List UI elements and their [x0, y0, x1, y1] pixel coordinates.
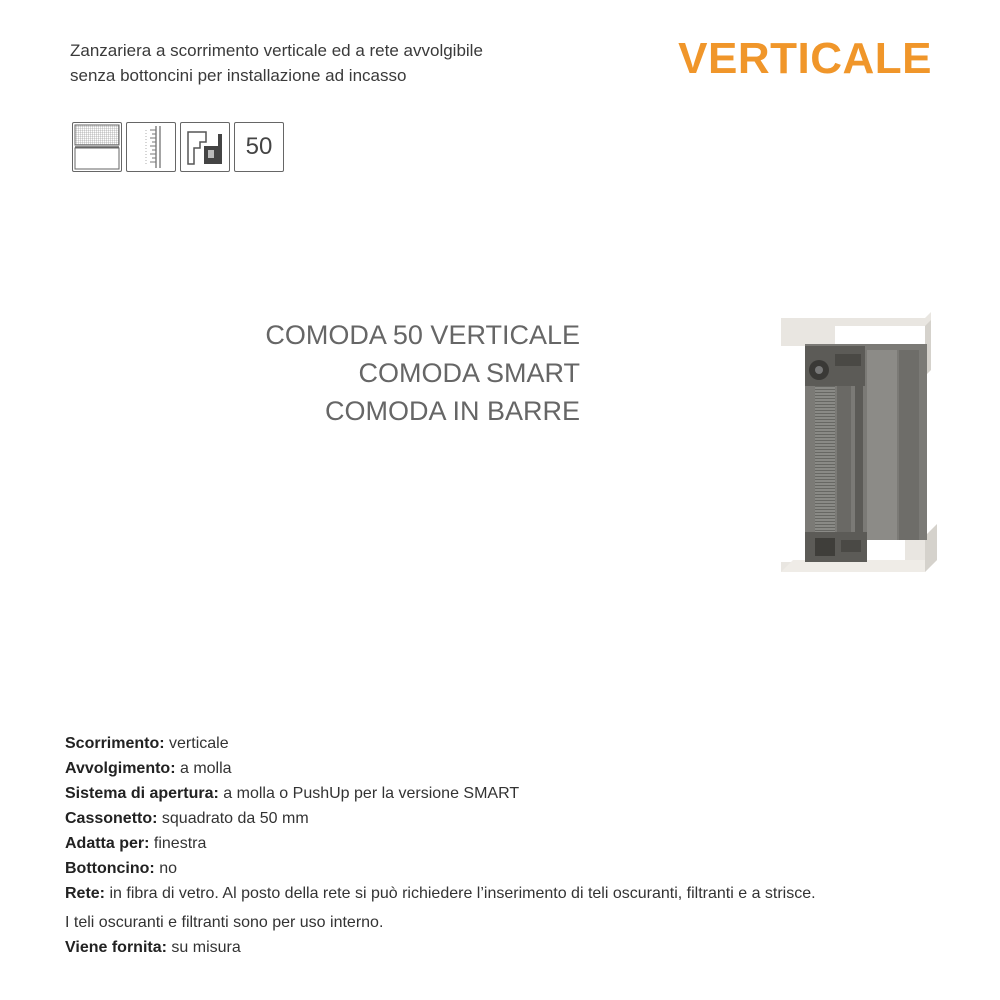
box-size-icon [234, 122, 284, 172]
model-list [265, 316, 580, 430]
model-name: COMODA IN BARRE [324, 396, 580, 426]
spec-row: Bottoncino: no [65, 860, 177, 877]
recessed-install-icon [180, 122, 230, 172]
spec-row: Adatta per: finestra [65, 835, 207, 852]
spec-row: Cassonetto: squadrato da 50 mm [65, 810, 309, 827]
product-description: Zanzariera a scorrimento verticale ed a rete avvolgibile senza bottoncini per installazione ad incasso [70, 41, 483, 85]
box-size-label: 50 [245, 133, 273, 160]
category-title: VERTICALE [678, 34, 932, 83]
spec-row: Viene fornita: su misura [65, 939, 241, 956]
spring-roller-icon [126, 122, 176, 172]
usage-note: I teli oscuranti e filtranti sono per uso interno. [65, 914, 384, 931]
spec-row: Sistema di apertura: a molla o PushUp per la versione SMART [65, 785, 520, 802]
feature-icons [72, 122, 284, 172]
specifications [65, 731, 965, 960]
model-name: COMODA 50 VERTICALE [265, 320, 580, 350]
spec-row: Avvolgimento: a molla [65, 760, 232, 777]
spec-row: Rete: in fibra di vetro. Al posto della rete si può richiedere l’inserimento di teli oscuranti, filtranti e a strisce. [65, 885, 816, 902]
spec-row: Scorrimento: verticale [65, 735, 229, 752]
product-cross-section-image [775, 310, 945, 595]
mesh-panel-icon [72, 122, 122, 172]
model-name: COMODA SMART [358, 358, 580, 388]
